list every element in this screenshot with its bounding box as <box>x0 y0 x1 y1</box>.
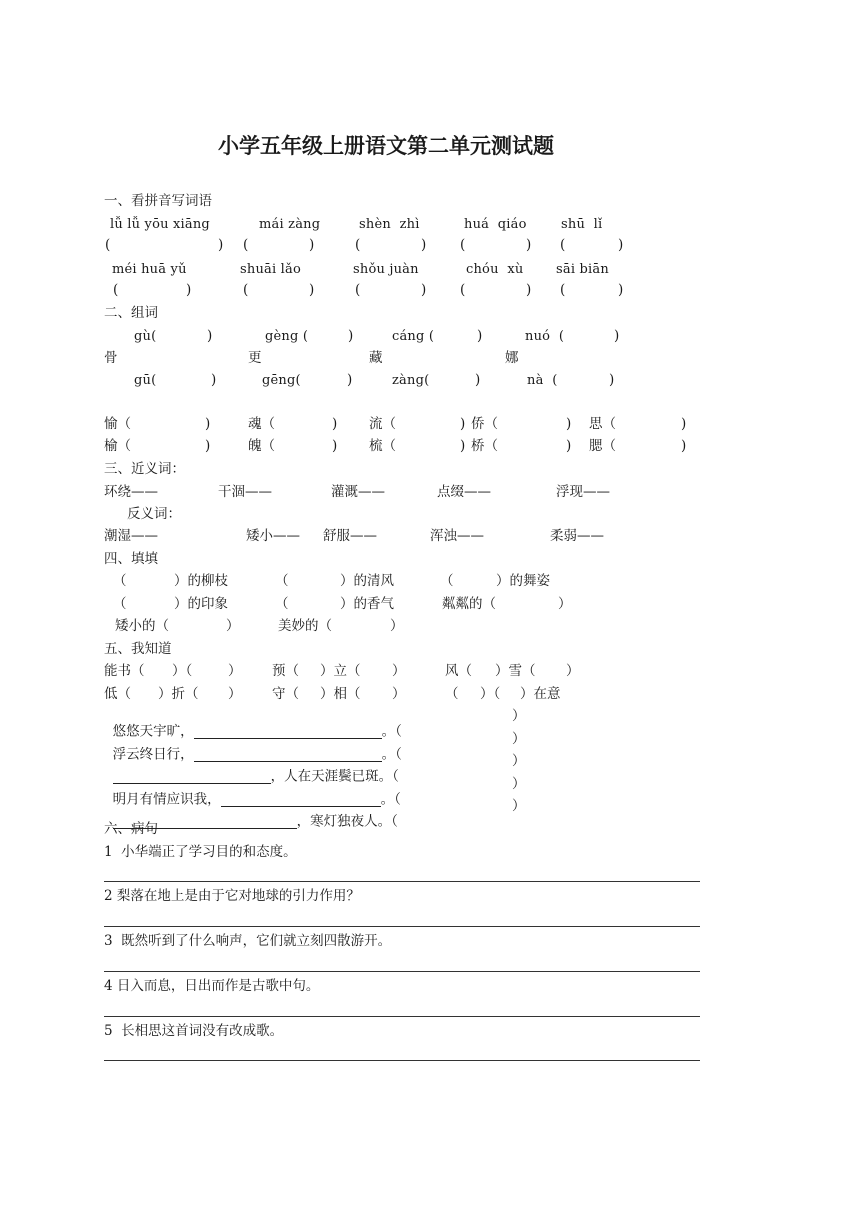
section-6-heading: 六、病句 <box>104 821 158 837</box>
idiom-part: ）立（ <box>320 663 361 679</box>
answer-paren-close: ) <box>348 328 354 344</box>
word-prompt: 榆（ <box>104 438 131 454</box>
poem-lead: 浮云终日行， <box>112 746 194 762</box>
answer-paren-close: ） <box>512 753 526 769</box>
idiom-part: ） <box>566 663 580 679</box>
idiom-part: 预（ <box>272 663 299 679</box>
sentence-item: 1 小华端正了学习目的和态度。 <box>104 844 297 860</box>
pinyin-item: lǚ lǚ yōu xiāng <box>110 217 210 232</box>
pinyin-item: shèn zhì <box>359 217 420 232</box>
fill-phrase: ）的香气 <box>340 596 394 612</box>
fill-phrase: 矮小的（ <box>115 618 169 634</box>
answer-paren-open[interactable]: ( <box>243 237 249 253</box>
hanzi-char: 更 <box>248 350 262 366</box>
answer-paren-close: ) <box>566 438 572 454</box>
word-prompt: 梳（ <box>369 438 396 454</box>
answer-paren-close: ) <box>186 282 192 298</box>
fill-paren[interactable]: （ <box>113 573 127 589</box>
answer-paren-close: ) <box>526 282 532 298</box>
answer-paren-close: ) <box>566 416 572 432</box>
fill-paren[interactable]: （ <box>113 596 127 612</box>
answer-paren-close: ) <box>347 372 353 388</box>
answer-paren-open[interactable]: ( <box>355 237 361 253</box>
idiom-part: 能书（ <box>104 663 145 679</box>
answer-paren-close: ) <box>681 438 687 454</box>
fill-phrase: ）的柳枝 <box>174 573 228 589</box>
poem-lead: 明月有情应识我， <box>112 791 221 807</box>
idiom-part: ）折（ <box>158 686 199 702</box>
fill-phrase: ）的清风 <box>340 573 394 589</box>
antonym-heading: 反义词： <box>127 506 181 522</box>
sentence-item: 5 长相思这首词没有改成歌。 <box>104 1023 284 1039</box>
synonym-prompt: 浮现—— <box>556 484 610 500</box>
antonym-prompt: 柔弱—— <box>550 528 604 544</box>
answer-paren-close: ) <box>681 416 687 432</box>
pinyin-item: mái zàng <box>259 217 321 232</box>
idiom-part: ）相（ <box>320 686 361 702</box>
word-prompt: 魂（ <box>248 416 275 432</box>
answer-paren-open[interactable]: ( <box>243 282 249 298</box>
fill-phrase: ）的舞姿 <box>496 573 550 589</box>
section-3-heading: 三、近义词： <box>104 461 185 477</box>
poem-tail: ，人在天涯鬓已斑。（ <box>270 768 399 784</box>
pinyin-item: nà ( <box>527 373 558 388</box>
poem-tail: 。（ <box>380 791 401 807</box>
idiom-part: （ <box>445 686 459 702</box>
sentence-item: 4 日入而息，日出而作是古歌中句。 <box>104 978 320 994</box>
answer-paren-close: ) <box>609 372 615 388</box>
poem-lead: 悠悠天宇旷， <box>112 723 194 739</box>
idiom-part: 守（ <box>272 686 299 702</box>
answer-paren-close: ) <box>218 237 224 253</box>
answer-paren-open[interactable]: ( <box>460 282 466 298</box>
fill-paren[interactable]: （ <box>440 573 454 589</box>
sentence-item: 2 梨落在地上是由于它对地球的引力作用？ <box>104 888 360 904</box>
pinyin-item: sāi biān <box>556 262 609 277</box>
pinyin-item: huá qiáo <box>464 217 527 232</box>
answer-paren-close: ) <box>211 372 217 388</box>
word-prompt: 桥（ <box>471 438 498 454</box>
answer-paren-close: ) <box>614 328 620 344</box>
word-prompt: 魄（ <box>248 438 275 454</box>
answer-paren-close: ) <box>309 237 315 253</box>
answer-paren-close: ) <box>421 237 427 253</box>
answer-paren-close: ） <box>226 618 240 634</box>
idiom-part: ） <box>392 663 406 679</box>
word-prompt: 腮（ <box>589 438 616 454</box>
pinyin-item: gū( <box>134 373 157 388</box>
fill-paren[interactable]: （ <box>275 596 289 612</box>
pinyin-item: gēng( <box>262 373 301 388</box>
answer-paren-open[interactable]: ( <box>113 282 119 298</box>
answer-line[interactable] <box>104 1060 700 1061</box>
poem-tail: 。（ <box>381 746 402 762</box>
antonym-prompt: 浑浊—— <box>430 528 484 544</box>
answer-paren-close: ) <box>207 328 213 344</box>
answer-line[interactable] <box>104 926 700 927</box>
pinyin-item: shǒu juàn <box>353 262 419 277</box>
fill-phrase: 粼粼的（ <box>442 596 496 612</box>
answer-paren-open[interactable]: ( <box>560 282 566 298</box>
idiom-part: ）在意 <box>520 686 561 702</box>
word-prompt: 流（ <box>369 416 396 432</box>
word-prompt: 思（ <box>589 416 616 432</box>
answer-paren-close: ) <box>475 372 481 388</box>
idiom-part: 低（ <box>104 686 131 702</box>
idiom-part: ） <box>228 663 242 679</box>
antonym-prompt: 潮湿—— <box>104 528 158 544</box>
synonym-prompt: 点缀—— <box>437 484 491 500</box>
fill-paren[interactable]: （ <box>275 573 289 589</box>
fill-phrase: 美妙的（ <box>278 618 332 634</box>
synonym-prompt: 干涸—— <box>218 484 272 500</box>
idiom-part: ） <box>392 686 406 702</box>
word-prompt: 愉（ <box>104 416 131 432</box>
poem-tail: 。（ <box>381 723 402 739</box>
antonym-prompt: 舒服—— <box>323 528 377 544</box>
answer-line[interactable] <box>104 971 700 972</box>
answer-paren-close: ) <box>332 438 338 454</box>
word-prompt: 侨（ <box>471 416 498 432</box>
pinyin-item: chóu xù <box>466 262 524 277</box>
answer-paren-close: ） <box>390 618 404 634</box>
section-4-heading: 四、填填 <box>104 551 158 567</box>
answer-paren-close: ) <box>618 237 624 253</box>
pinyin-item: shuāi lǎo <box>240 262 301 277</box>
answer-paren-open[interactable]: ( <box>105 237 111 253</box>
sentence-item: 3 既然听到了什么响声，它们就立刻四散游开。 <box>104 933 392 949</box>
pinyin-item: gù( <box>134 329 157 344</box>
pinyin-item: zàng( <box>392 373 430 388</box>
synonym-prompt: 灌溉—— <box>331 484 385 500</box>
answer-paren-close: ) <box>332 416 338 432</box>
section-2-heading: 二、组词 <box>104 305 158 321</box>
pinyin-item: nuó ( <box>525 329 565 344</box>
idiom-part: 风（ <box>445 663 472 679</box>
pinyin-item: méi huā yǔ <box>112 262 187 277</box>
poem-tail: ，寒灯独夜人。（ <box>296 813 398 829</box>
answer-paren-close: ） <box>512 731 526 747</box>
idiom-part: ） <box>228 686 242 702</box>
answer-paren-close: ) <box>205 438 211 454</box>
synonym-prompt: 环绕—— <box>104 484 158 500</box>
hanzi-char: 骨 <box>104 350 118 366</box>
answer-line[interactable] <box>104 881 700 882</box>
answer-paren-close: ) <box>421 282 427 298</box>
idiom-part: ）（ <box>172 663 193 679</box>
answer-paren-close: ) <box>477 328 483 344</box>
answer-paren-close: ） <box>558 596 572 612</box>
answer-paren-open[interactable]: ( <box>560 237 566 253</box>
answer-paren-close: ) <box>526 237 532 253</box>
answer-paren-close: ) <box>618 282 624 298</box>
answer-paren-open[interactable]: ( <box>355 282 361 298</box>
pinyin-item: cáng ( <box>392 329 435 344</box>
section-1-heading: 一、看拼音写词语 <box>104 193 212 209</box>
answer-paren-close: ) <box>309 282 315 298</box>
antonym-prompt: 矮小—— <box>246 528 300 544</box>
answer-paren-close: ） <box>512 708 526 724</box>
pinyin-item: shū lǐ <box>561 217 603 232</box>
answer-paren-close: ） <box>512 776 526 792</box>
answer-paren-close: ) <box>460 416 466 432</box>
answer-paren-open[interactable]: ( <box>460 237 466 253</box>
answer-paren-close: ） <box>512 798 526 814</box>
section-5-heading: 五、我知道 <box>104 641 172 657</box>
hanzi-char: 娜 <box>505 350 519 366</box>
pinyin-item: gèng ( <box>265 329 309 344</box>
page-title: 小学五年级上册语文第二单元测试题 <box>218 133 554 158</box>
answer-line[interactable] <box>104 1016 700 1017</box>
fill-phrase: ）的印象 <box>174 596 228 612</box>
answer-paren-close: ) <box>205 416 211 432</box>
answer-paren-close: ) <box>460 438 466 454</box>
hanzi-char: 藏 <box>369 350 383 366</box>
idiom-part: ）（ <box>480 686 501 702</box>
idiom-part: ）雪（ <box>495 663 536 679</box>
